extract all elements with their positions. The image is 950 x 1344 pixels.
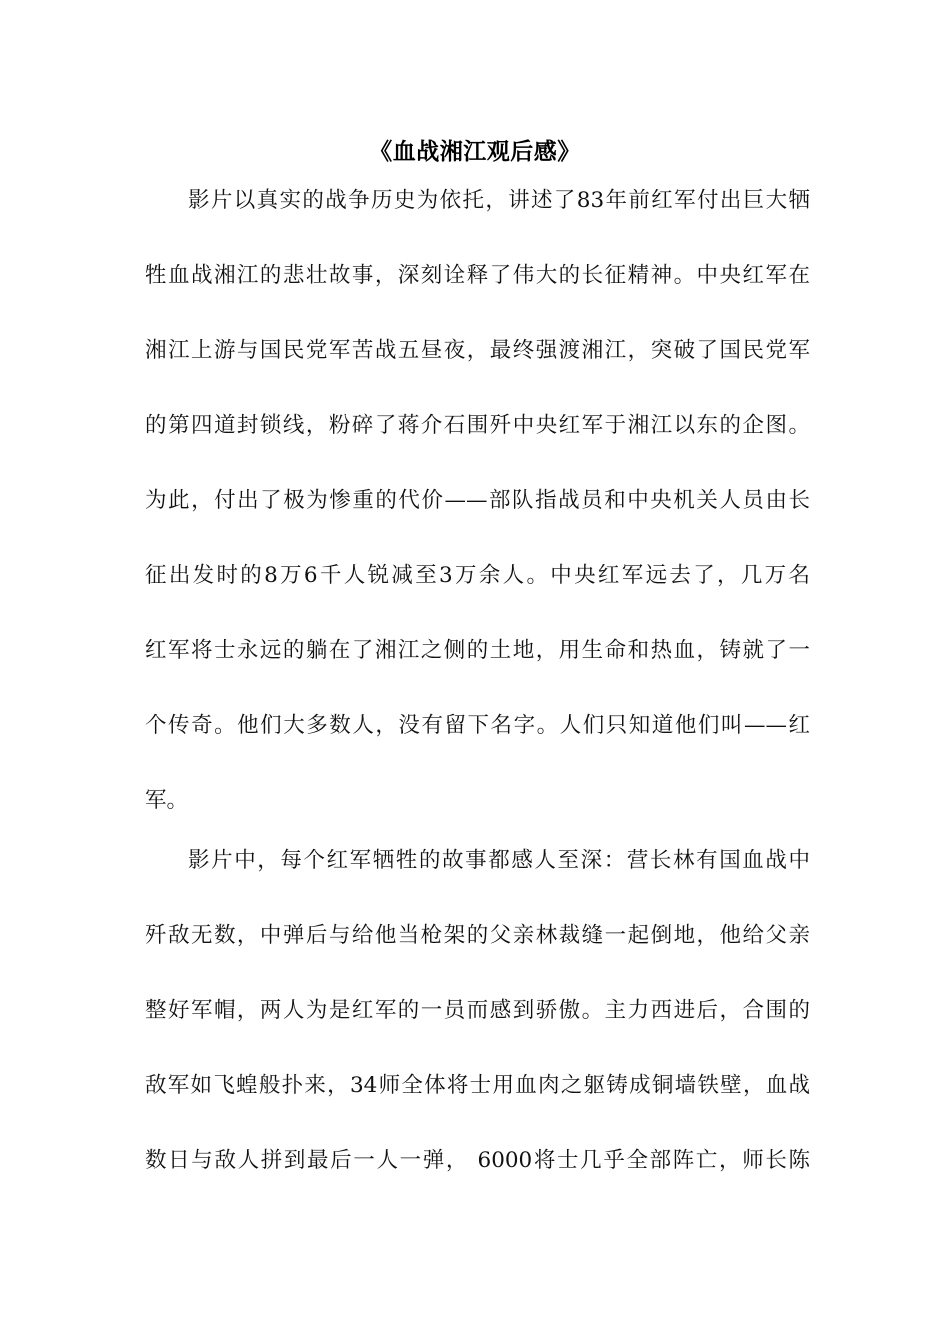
paragraph-line: 为此，付出了极为惨重的代价——部队指战员和中央机关人员由长 (145, 488, 810, 513)
paragraph-line: 数日与敌人拼到最后一人一弹， 6000将士几乎全部阵亡，师长陈 (145, 1148, 810, 1173)
paragraph-line: 红军将士永远的躺在了湘江之侧的土地，用生命和热血，铸就了一 (145, 638, 810, 663)
paragraph-line: 整好军帽，两人为是红军的一员而感到骄傲。主力西进后，合围的 (145, 998, 810, 1023)
paragraph-line: 军。 (145, 788, 189, 813)
paragraph-line: 湘江上游与国民党军苦战五昼夜，最终强渡湘江，突破了国民党军 (145, 338, 810, 363)
document-title: 《血战湘江观后感》 (369, 139, 581, 165)
paragraph-line: 歼敌无数，中弹后与给他当枪架的父亲林裁缝一起倒地，他给父亲 (145, 923, 810, 948)
paragraph-line: 个传奇。他们大多数人，没有留下名字。人们只知道他们叫——红 (145, 713, 810, 738)
paragraph-line: 影片以真实的战争历史为依托，讲述了83年前红军付出巨大牺 (188, 188, 810, 213)
paragraph-line: 的第四道封锁线，粉碎了蒋介石围歼中央红军于湘江以东的企图。 (145, 413, 810, 438)
paragraph-line: 影片中，每个红军牺牲的故事都感人至深：营长林有国血战中 (188, 848, 810, 873)
paragraph-line: 敌军如飞蝗般扑来，34师全体将士用血肉之躯铸成铜墙铁壁，血战 (145, 1073, 810, 1098)
paragraph-line: 牲血战湘江的悲壮故事，深刻诠释了伟大的长征精神。中央红军在 (145, 263, 810, 288)
paragraph-line: 征出发时的8万6千人锐减至3万余人。中央红军远去了，几万名 (145, 563, 810, 588)
